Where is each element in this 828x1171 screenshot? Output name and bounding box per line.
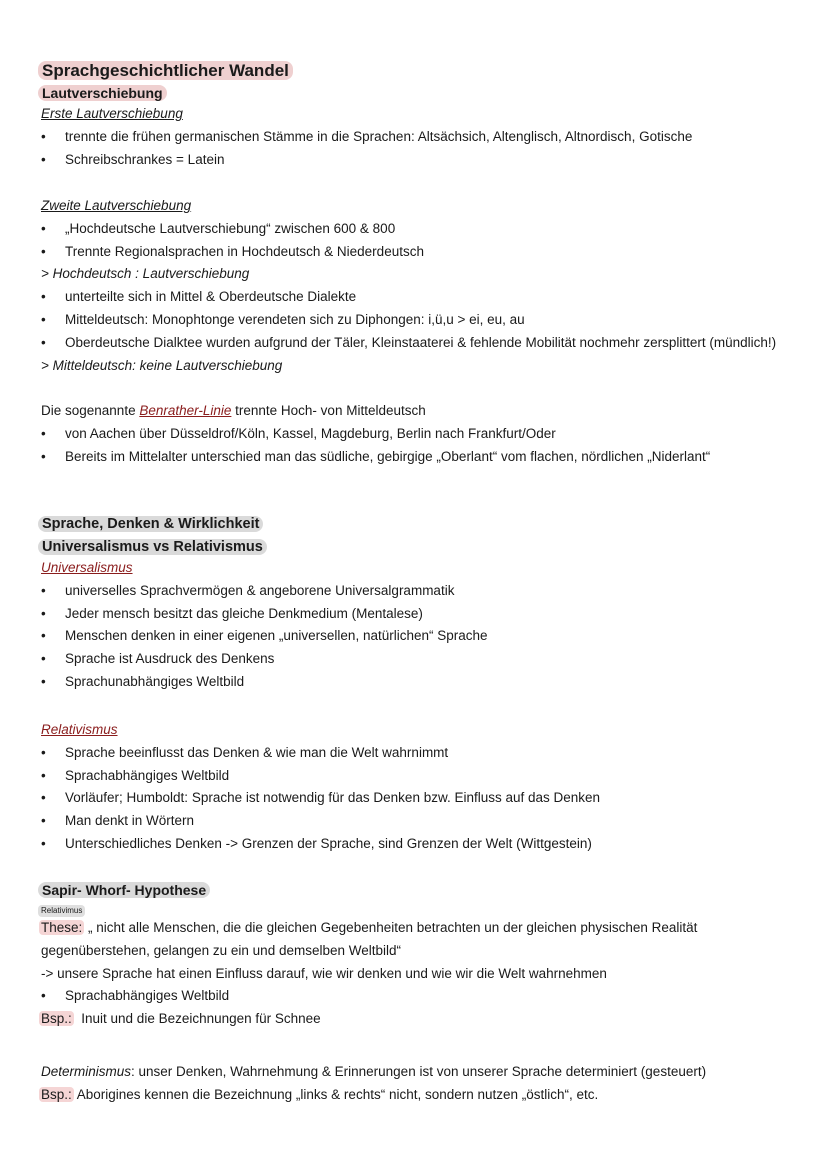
note-mitteldeutsch: > Mitteldeutsch: keine Lautverschiebung xyxy=(41,357,283,373)
section-determinismus xyxy=(41,1061,811,1107)
these-line-1: These: „ nicht alle Menschen, die die gleichen Gegebenheiten betrachten un der gleichen physischen Realität xyxy=(41,920,698,935)
list-item: • Sprachabhängiges Weltbild xyxy=(41,765,811,788)
list-item: • Trennte Regionalsprachen in Hochdeutsch & Niederdeutsch xyxy=(41,241,811,264)
section-title: Sprache, Denken & Wirklichkeit xyxy=(38,516,263,532)
tag-relativismus: Relativimus xyxy=(38,905,85,917)
heading-universalismus: Universalismus xyxy=(41,560,133,575)
heading-relativismus: Relativismus xyxy=(41,722,118,737)
list-item: • Unterschiedliches Denken -> Grenzen der Sprache, sind Grenzen der Welt (Wittgestein) xyxy=(41,833,811,856)
list-item: • Menschen denken in einer eigenen „universellen, natürlichen“ Sprache xyxy=(41,625,811,648)
list-item: • Mitteldeutsch: Monophtonge verendeten sich zu Diphongen: i,ü,u > ei, eu, au xyxy=(41,309,811,332)
bsp-label: Bsp.: xyxy=(41,1086,72,1102)
section-subtitle: Universalismus vs Relativismus xyxy=(38,539,267,555)
heading-zweite-lautverschiebung: Zweite Lautverschiebung xyxy=(41,198,192,213)
benrather-intro: Die sogenannte Benrather-Linie trennte Hoch- von Mitteldeutsch xyxy=(41,403,426,418)
section-relativismus xyxy=(41,719,811,856)
heading-erste-lautverschiebung: Erste Lautverschiebung xyxy=(41,106,183,121)
determinismus-term: Determinismus xyxy=(41,1064,132,1079)
section-benrather-linie xyxy=(41,400,811,468)
section-sprache-denken xyxy=(41,514,811,694)
list-item: • universelles Sprachvermögen & angeborene Universalgrammatik xyxy=(41,580,811,603)
list-item: • Sprachabhängiges Weltbild xyxy=(41,985,811,1008)
list-item: • Man denkt in Wörtern xyxy=(41,810,811,833)
list-item: • von Aachen über Düsseldrof/Köln, Kassel, Magdeburg, Berlin nach Frankfurt/Oder xyxy=(41,423,811,446)
list-item: • Sprache ist Ausdruck des Denkens xyxy=(41,648,811,671)
list-item: • Sprache beeinflusst das Denken & wie man die Welt wahrnimmt xyxy=(41,742,811,765)
bsp-line: Bsp.: Inuit und die Bezeichnungen für Schnee xyxy=(41,1011,321,1027)
these-line-2: gegenüberstehen, gelangen zu ein und demselben Weltbild“ xyxy=(41,942,402,958)
note-hochdeutsch: > Hochdeutsch : Lautverschiebung xyxy=(41,266,250,282)
bsp-line: Bsp.: Aborigines kennen die Bezeichnung „links & rechts“ nicht, sondern nutzen „östlich“, etc. xyxy=(41,1086,599,1102)
section-zweite-lautverschiebung xyxy=(41,195,811,377)
list-item: • trennte die frühen germanischen Stämme in die Sprachen: Altsächsich, Altenglisch, Altnordisch, Gotische xyxy=(41,126,811,149)
list-item: • Sprachunabhängiges Weltbild xyxy=(41,671,811,694)
list-item: • unterteilte sich in Mittel & Oberdeutsche Dialekte xyxy=(41,286,811,309)
section-subtitle: Lautverschiebung xyxy=(38,85,167,101)
heading-sapir-whorf: Sapir- Whorf- Hypothese xyxy=(38,882,210,898)
benrather-term: Benrather-Linie xyxy=(139,403,232,418)
determinismus-line: Determinismus: unser Denken, Wahrnehmung & Erinnerungen ist von unserer Sprache determiniert (gesteuert) xyxy=(41,1064,707,1079)
list-item: • Bereits im Mittelalter unterschied man das südliche, gebirgige „Oberlant“ vom flachen, nördlichen „Niderlant“ xyxy=(41,446,811,469)
these-label: These: xyxy=(41,920,83,935)
section-sapir-whorf xyxy=(41,880,811,1031)
section-sprachwandel xyxy=(41,60,811,171)
list-item: • Oberdeutsche Dialktee wurden aufgrund der Täler, Kleinstaaterei & fehlende Mobilität nochmehr zersplittert (mündlich!) xyxy=(41,332,811,355)
list-item: • Schreibschrankes = Latein xyxy=(41,149,811,172)
list-item: • „Hochdeutsche Lautverschiebung“ zwischen 600 & 800 xyxy=(41,218,811,241)
bsp-label: Bsp.: xyxy=(41,1011,72,1027)
list-item: • Jeder mensch besitzt das gleiche Denkmedium (Mentalese) xyxy=(41,603,811,626)
list-item: • Vorläufer; Humboldt: Sprache ist notwendig für das Denken bzw. Einfluss auf das Denken xyxy=(41,787,811,810)
arrow-line: -> unsere Sprache hat einen Einfluss darauf, wie wir denken und wie wir die Welt wahrnehmen xyxy=(41,965,607,981)
section-title: Sprachgeschichtlicher Wandel xyxy=(38,61,293,80)
